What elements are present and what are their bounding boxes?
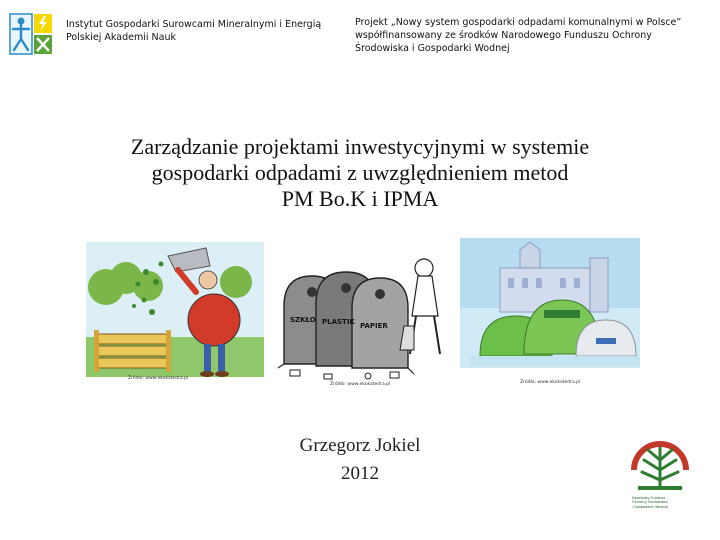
project-line-2: współfinansowany ze środków Narodowego Funduszu Ochrony bbox=[355, 30, 652, 41]
slide-title-line-3: PM Bo.K i IPMA bbox=[281, 186, 439, 211]
bin-label-plastic: PLASTIK bbox=[322, 318, 355, 326]
fund-logo-text bbox=[632, 496, 690, 509]
recycling-image-credit: Źródło: www.ekokatedra.pl bbox=[330, 382, 391, 387]
recycling-cartoon-image bbox=[272, 246, 450, 388]
institute-logo bbox=[8, 12, 56, 56]
compost-image-credit: Źródło: www.ekokatedra.pl bbox=[128, 376, 189, 381]
project-line-1: Projekt „Nowy system gospodarki odpadami komunalnymi w Polsce” bbox=[355, 17, 682, 28]
domes-cartoon-image bbox=[460, 238, 640, 385]
institute-name-line-1: Instytut Gospodarki Surowcami Mineralnymi i Energią bbox=[66, 19, 322, 30]
institute-name bbox=[66, 18, 346, 44]
bin-label-paper: PAPIER bbox=[360, 322, 388, 330]
presentation-year: 2012 bbox=[341, 463, 379, 484]
bin-label-glass: SZKŁO bbox=[290, 316, 316, 324]
domes-image-credit: Źródło: www.ekokatedra.pl bbox=[520, 380, 581, 385]
slide-title-line-1: Zarządzanie projektami inwestycyjnymi w systemie bbox=[130, 134, 590, 159]
compost-cartoon-image bbox=[86, 242, 264, 382]
fund-logo-line-3: i Gospodarki Wodnej bbox=[632, 504, 669, 509]
project-description bbox=[355, 16, 705, 55]
author-block bbox=[250, 432, 470, 488]
fund-logo bbox=[630, 430, 690, 520]
fund-logo-line-2: Ochrony Środowiska bbox=[632, 500, 668, 505]
project-line-3: Środowiska i Gospodarki Wodnej bbox=[355, 43, 510, 54]
slide-title bbox=[40, 134, 680, 212]
institute-name-line-2: Polskiej Akademii Nauk bbox=[66, 32, 176, 43]
author-name: Grzegorz Jokiel bbox=[299, 435, 421, 456]
fund-logo-line-1: Narodowy Fundusz bbox=[632, 496, 666, 500]
slide-title-line-2: gospodarki odpadami z uwzględnieniem metod bbox=[151, 160, 569, 185]
